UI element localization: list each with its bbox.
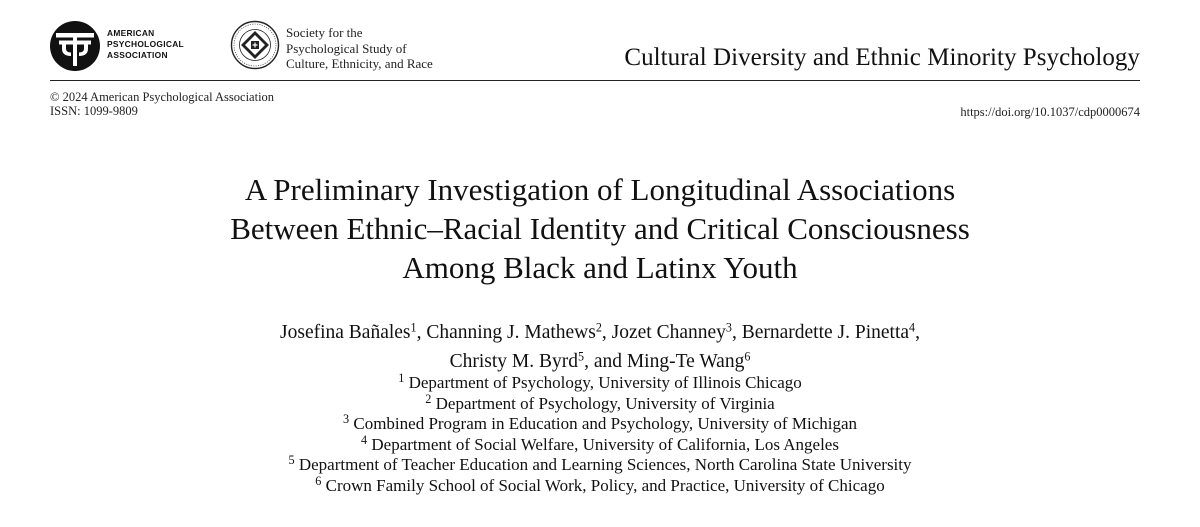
society-name-line: Society for the [286, 25, 363, 40]
affiliation-item [0, 452, 1200, 476]
author-name: Jozet Channey [611, 322, 726, 343]
author-line [0, 347, 1200, 376]
author-conjunction: and [593, 351, 622, 372]
affiliation-number: 1 [398, 370, 405, 385]
issn: ISSN: 1099-9809 [50, 103, 138, 118]
copyright-notice: © 2024 American Psychological Association [50, 90, 275, 104]
author-separator: , [416, 322, 422, 343]
affiliation-text: Department of Social Welfare, University of California, Los Angeles [371, 434, 839, 454]
author-separator: , [601, 322, 607, 343]
affiliation-number: 6 [315, 473, 322, 488]
article-title-line: Between Ethnic–Racial Identity and Critical Consciousness [230, 211, 970, 246]
author-separator: , [731, 322, 737, 343]
affiliation-number: 5 [288, 452, 295, 467]
society-name-line: Culture, Ethnicity, and Race [286, 56, 433, 72]
affiliation-text: Combined Program in Education and Psychology, University of Michigan [353, 414, 857, 433]
affiliation-number: 4 [361, 432, 368, 447]
article-title-line: A Preliminary Investigation of Longitudinal Associations [244, 172, 956, 207]
journal-title: Cultural Diversity and Ethnic Minority Psychology [624, 44, 1140, 71]
author-affiliation-marker: 1 [410, 320, 417, 335]
affiliation-item [0, 370, 1200, 394]
affiliation-text: Department of Teacher Education and Learning Sciences, North Carolina State University [298, 455, 912, 474]
author-name: Channing J. Mathews [426, 322, 596, 343]
author-line [0, 318, 1200, 347]
affiliation-item [0, 432, 1200, 456]
affiliation-item [0, 411, 1200, 435]
author-affiliation-marker: 4 [909, 320, 916, 335]
publisher-name-line: AMERICAN [107, 28, 155, 38]
publisher-name-line: PSYCHOLOGICAL [107, 38, 184, 49]
author-list [0, 318, 1200, 376]
publication-meta [50, 91, 274, 119]
author-separator: , [915, 322, 920, 343]
author-affiliation-marker: 2 [595, 320, 602, 335]
publisher-name [107, 28, 184, 60]
author-affiliation-marker: 5 [578, 349, 585, 364]
society-name [286, 25, 433, 72]
affiliation-text: Department of Psychology, University of Illinois Chicago [408, 373, 802, 392]
author-name: Josefina Bañales [280, 322, 411, 343]
article-title-line: Among Black and Latinx Youth [402, 250, 798, 285]
affiliation-text: Crown Family School of Social Work, Policy, and Practice, University of Chicago [325, 475, 885, 495]
affiliation-item [0, 391, 1200, 415]
article-title [0, 170, 1200, 287]
author-name: Ming-Te Wang [626, 351, 745, 372]
publisher-name-line: ASSOCIATION [107, 49, 168, 60]
society-seal-icon [230, 20, 280, 70]
author-affiliation-marker: 6 [744, 349, 751, 364]
apa-logo-icon [49, 20, 101, 72]
affiliation-list [0, 370, 1200, 496]
doi-link[interactable]: https://doi.org/10.1037/cdp0000674 [960, 105, 1140, 119]
society-name-line: Psychological Study of [286, 40, 407, 56]
affiliation-number: 2 [425, 391, 432, 406]
affiliation-item [0, 473, 1200, 497]
affiliation-number: 3 [342, 411, 350, 426]
author-name: Christy M. Byrd [449, 351, 579, 372]
header-divider [50, 80, 1140, 81]
affiliation-text: Department of Psychology, University of Virginia [435, 393, 775, 413]
author-separator: , [584, 351, 589, 372]
author-name: Bernardette J. Pinetta [741, 322, 910, 343]
author-affiliation-marker: 3 [725, 320, 732, 335]
